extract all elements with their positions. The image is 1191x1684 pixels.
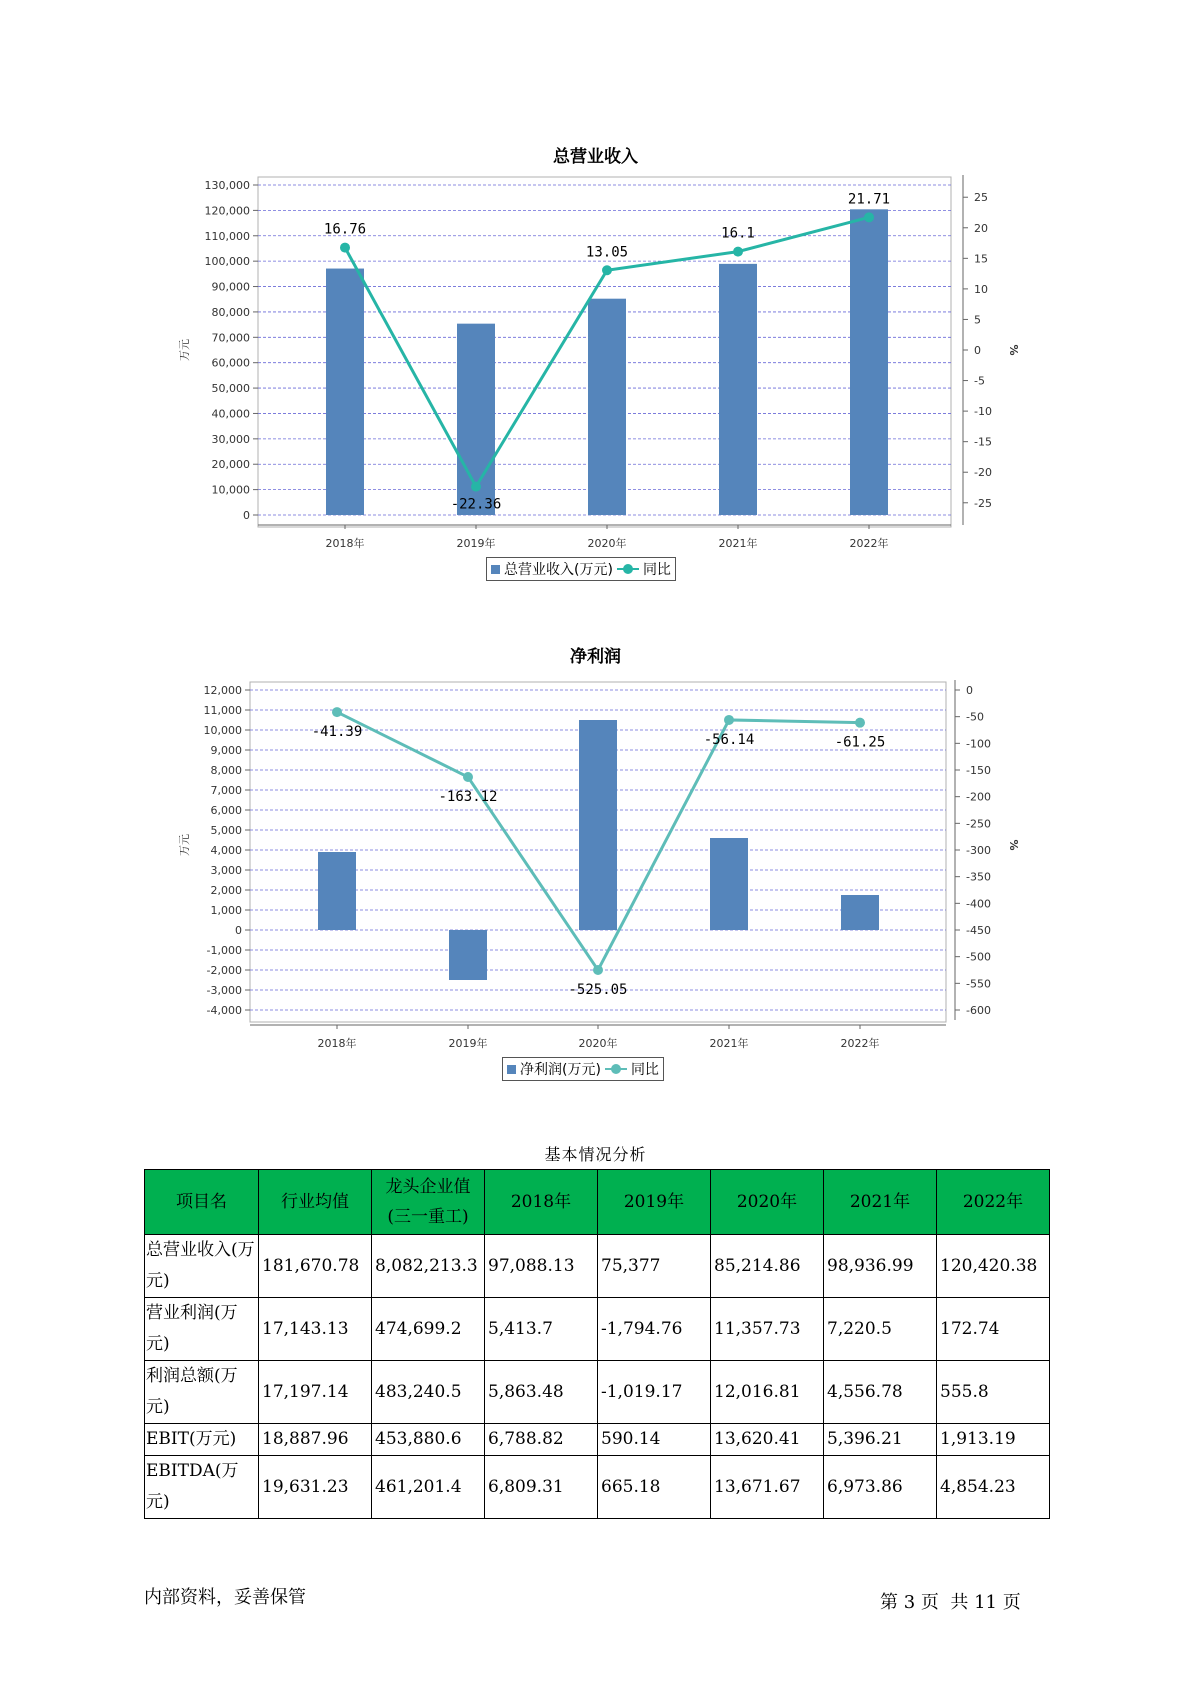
- yoy-point: [864, 212, 874, 222]
- header-cell: 2018年: [485, 1170, 598, 1235]
- total-suffix: 页: [1002, 1592, 1021, 1613]
- table-cell: 11,357.73: [711, 1298, 824, 1361]
- table-cell: 474,699.2: [372, 1298, 485, 1361]
- y-tick-label: 10,000: [211, 483, 250, 497]
- net-profit-chart: [0, 670, 1191, 1090]
- table-cell: 98,936.99: [824, 1235, 937, 1298]
- y2-tick-label: -50: [966, 710, 984, 724]
- table-cell: 17,197.14: [259, 1361, 372, 1424]
- table-cell: 18,887.96: [259, 1424, 372, 1456]
- table-cell: -1,019.17: [598, 1361, 711, 1424]
- table-cell: 85,214.86: [711, 1235, 824, 1298]
- table-cell: 483,240.5: [372, 1361, 485, 1424]
- row-label-cell: EBIT(万元): [145, 1424, 259, 1456]
- yoy-point: [471, 482, 481, 492]
- y2-tick-label: 0: [966, 684, 973, 697]
- bar: [719, 264, 757, 515]
- table-cell: -1,794.76: [598, 1298, 711, 1361]
- page-prefix: 第: [880, 1592, 898, 1613]
- table-cell: 4,854.23: [937, 1456, 1050, 1519]
- y-tick-label: 3,000: [210, 864, 242, 877]
- table-cell: 17,143.13: [259, 1298, 372, 1361]
- header-cell: 2022年: [937, 1170, 1050, 1235]
- yoy-data-label: -61.25: [834, 734, 886, 751]
- yoy-data-label: 16.1: [721, 225, 755, 242]
- table-cell: 12,016.81: [711, 1361, 824, 1424]
- y2-tick-label: -10: [974, 405, 992, 419]
- bar: [841, 895, 879, 930]
- yoy-point: [463, 772, 473, 782]
- table-cell: 7,220.5: [824, 1298, 937, 1361]
- footer-confidential: 内部资料，妥善保管: [144, 1587, 306, 1608]
- y2-tick-label: 5: [974, 313, 981, 327]
- bar: [588, 299, 626, 515]
- y-tick-label: -3,000: [206, 984, 242, 997]
- y2-axis-label: %: [1007, 344, 1020, 356]
- line-swatch: [617, 564, 639, 574]
- y-tick-label: 120,000: [204, 204, 250, 218]
- table-cell: 590.14: [598, 1424, 711, 1456]
- row-label-cell: 总营业收入(万元): [145, 1235, 259, 1298]
- y-tick-label: 12,000: [203, 684, 242, 697]
- header-cell: 2019年: [598, 1170, 711, 1235]
- table-cell: 1,913.19: [937, 1424, 1050, 1456]
- table-header-row: [145, 1170, 1050, 1235]
- row-label-cell: EBITDA(万元): [145, 1456, 259, 1519]
- y-tick-label: 50,000: [211, 382, 250, 396]
- y-tick-label: 60,000: [211, 356, 250, 370]
- table-cell: 181,670.78: [259, 1235, 372, 1298]
- header-cell: 行业均值: [259, 1170, 372, 1235]
- y-tick-label: 20,000: [211, 458, 250, 472]
- table-row: [145, 1298, 1050, 1361]
- y-tick-label: 7,000: [210, 784, 242, 797]
- table-cell: 461,201.4: [372, 1456, 485, 1519]
- yoy-point: [733, 247, 743, 257]
- yoy-point: [332, 707, 342, 717]
- bar: [318, 852, 356, 930]
- y-tick-label: 5,000: [210, 824, 242, 837]
- x-tick-label: 2018年: [325, 537, 365, 550]
- y-tick-label: 110,000: [204, 229, 250, 243]
- y-axis-label: 万元: [178, 834, 191, 856]
- page-total: 11: [974, 1592, 998, 1613]
- table-cell: 120,420.38: [937, 1235, 1050, 1298]
- y-tick-label: 10,000: [203, 724, 242, 737]
- y-tick-label: 70,000: [211, 331, 250, 345]
- table-cell: 97,088.13: [485, 1235, 598, 1298]
- y2-tick-label: 15: [974, 252, 988, 266]
- net-profit-legend: [502, 1057, 664, 1081]
- y2-tick-label: -150: [966, 764, 991, 777]
- y2-tick-label: 20: [974, 221, 988, 235]
- y2-tick-label: 25: [974, 191, 988, 205]
- y-tick-label: 100,000: [204, 255, 250, 269]
- header-cell: 龙头企业值(三一重工): [372, 1170, 485, 1235]
- yoy-point: [724, 715, 734, 725]
- header-cell: 2021年: [824, 1170, 937, 1235]
- bar: [579, 720, 617, 930]
- y-axis-label: 万元: [178, 339, 191, 361]
- table-cell: 6,973.86: [824, 1456, 937, 1519]
- table-cell: 6,788.82: [485, 1424, 598, 1456]
- table-row: [145, 1456, 1050, 1519]
- y-tick-label: 1,000: [210, 904, 242, 917]
- y2-tick-label: -15: [974, 435, 992, 449]
- legend-line-label: 同比: [630, 1062, 659, 1078]
- line-swatch: [605, 1064, 627, 1074]
- y-tick-label: 130,000: [204, 179, 250, 192]
- bar: [326, 269, 364, 515]
- y-tick-label: -1,000: [206, 944, 242, 957]
- chart-title-net-profit: 净利润: [570, 647, 621, 667]
- y2-tick-label: -250: [966, 817, 991, 831]
- y-tick-label: 90,000: [211, 280, 250, 294]
- yoy-data-label: -525.05: [568, 982, 628, 999]
- y-tick-label: 2,000: [210, 884, 242, 897]
- yoy-point: [855, 718, 865, 728]
- legend-bar-label: 总营业收入(万元): [504, 562, 613, 578]
- y2-tick-label: -450: [966, 924, 991, 937]
- x-tick-label: 2018年: [317, 1037, 357, 1050]
- table-row: [145, 1361, 1050, 1424]
- y-tick-label: 30,000: [211, 432, 250, 446]
- table-cell: 13,671.67: [711, 1456, 824, 1519]
- table-caption: 基本情况分析: [544, 1145, 647, 1164]
- x-tick-label: 2020年: [587, 537, 627, 550]
- y-tick-label: 8,000: [210, 764, 242, 777]
- y2-tick-label: -5: [974, 374, 985, 388]
- table-cell: 13,620.41: [711, 1424, 824, 1456]
- header-cell: 2020年: [711, 1170, 824, 1235]
- y-tick-label: 80,000: [211, 305, 250, 319]
- x-tick-label: 2022年: [840, 1037, 880, 1050]
- y2-tick-label: -400: [966, 897, 991, 911]
- table-cell: 172.74: [937, 1298, 1050, 1361]
- yoy-point: [593, 965, 603, 975]
- y-tick-label: 40,000: [211, 407, 250, 421]
- y2-tick-label: -20: [974, 466, 992, 480]
- y2-tick-label: -550: [966, 977, 991, 991]
- y2-tick-label: -500: [966, 950, 991, 964]
- page-current: 3: [903, 1592, 916, 1613]
- table-cell: 75,377: [598, 1235, 711, 1298]
- y-tick-label: 0: [243, 509, 250, 522]
- y-tick-label: 0: [235, 924, 242, 937]
- bar: [710, 838, 748, 930]
- table-cell: 665.18: [598, 1456, 711, 1519]
- total-prefix: 共: [950, 1592, 969, 1613]
- y2-tick-label: -200: [966, 790, 991, 804]
- y2-tick-label: -600: [966, 1004, 991, 1017]
- x-tick-label: 2022年: [849, 537, 889, 550]
- yoy-data-label: -41.39: [311, 724, 363, 741]
- revenue-chart: [0, 170, 1191, 590]
- yoy-data-label: -56.14: [703, 731, 755, 748]
- header-cell: 项目名: [145, 1170, 259, 1235]
- yoy-data-label: 13.05: [585, 244, 629, 261]
- yoy-data-label: -22.36: [450, 496, 502, 513]
- footer-page-number: [880, 1588, 1021, 1614]
- bar-swatch: [507, 1065, 516, 1074]
- yoy-data-label: -163.12: [438, 788, 498, 805]
- y-tick-label: 9,000: [210, 744, 242, 757]
- table-row: [145, 1235, 1050, 1298]
- y-tick-label: 11,000: [203, 704, 242, 717]
- y-tick-label: -2,000: [206, 964, 242, 977]
- yoy-data-label: 16.76: [323, 221, 367, 238]
- x-tick-label: 2021年: [718, 537, 758, 550]
- legend-bar-label: 净利润(万元): [520, 1062, 601, 1078]
- y2-tick-label: -25: [974, 496, 992, 510]
- x-tick-label: 2019年: [448, 1037, 488, 1050]
- y2-tick-label: -300: [966, 844, 991, 857]
- table-cell: 19,631.23: [259, 1456, 372, 1519]
- table-cell: 5,413.7: [485, 1298, 598, 1361]
- table-cell: 8,082,213.3: [372, 1235, 485, 1298]
- y2-axis-label: %: [1007, 839, 1020, 851]
- y-tick-label: 6,000: [210, 804, 242, 817]
- x-tick-label: 2020年: [578, 1037, 618, 1050]
- yoy-point: [340, 243, 350, 253]
- yoy-data-label: 21.71: [847, 191, 891, 208]
- row-label-cell: 营业利润(万元): [145, 1298, 259, 1361]
- table-cell: 453,880.6: [372, 1424, 485, 1456]
- table-row: [145, 1424, 1050, 1456]
- x-tick-label: 2021年: [709, 1037, 749, 1050]
- y2-tick-label: 10: [974, 282, 988, 296]
- revenue-legend: [486, 557, 676, 581]
- x-tick-label: 2019年: [456, 537, 496, 550]
- y-tick-label: 4,000: [210, 844, 242, 857]
- table-cell: 555.8: [937, 1361, 1050, 1424]
- table-cell: 5,863.48: [485, 1361, 598, 1424]
- basic-analysis-table: [144, 1169, 1050, 1519]
- y2-tick-label: -100: [966, 737, 991, 751]
- table-cell: 5,396.21: [824, 1424, 937, 1456]
- chart-title-revenue: 总营业收入: [553, 147, 638, 167]
- bar-swatch: [491, 565, 500, 574]
- legend-line-label: 同比: [642, 562, 671, 578]
- y2-tick-label: -350: [966, 870, 991, 884]
- yoy-point: [602, 265, 612, 275]
- table-cell: 6,809.31: [485, 1456, 598, 1519]
- table-cell: 4,556.78: [824, 1361, 937, 1424]
- bar: [850, 209, 888, 515]
- bar: [449, 930, 487, 980]
- y2-tick-label: 0: [974, 344, 981, 357]
- y-tick-label: -4,000: [206, 1004, 242, 1017]
- page-suffix: 页: [920, 1592, 939, 1613]
- row-label-cell: 利润总额(万元): [145, 1361, 259, 1424]
